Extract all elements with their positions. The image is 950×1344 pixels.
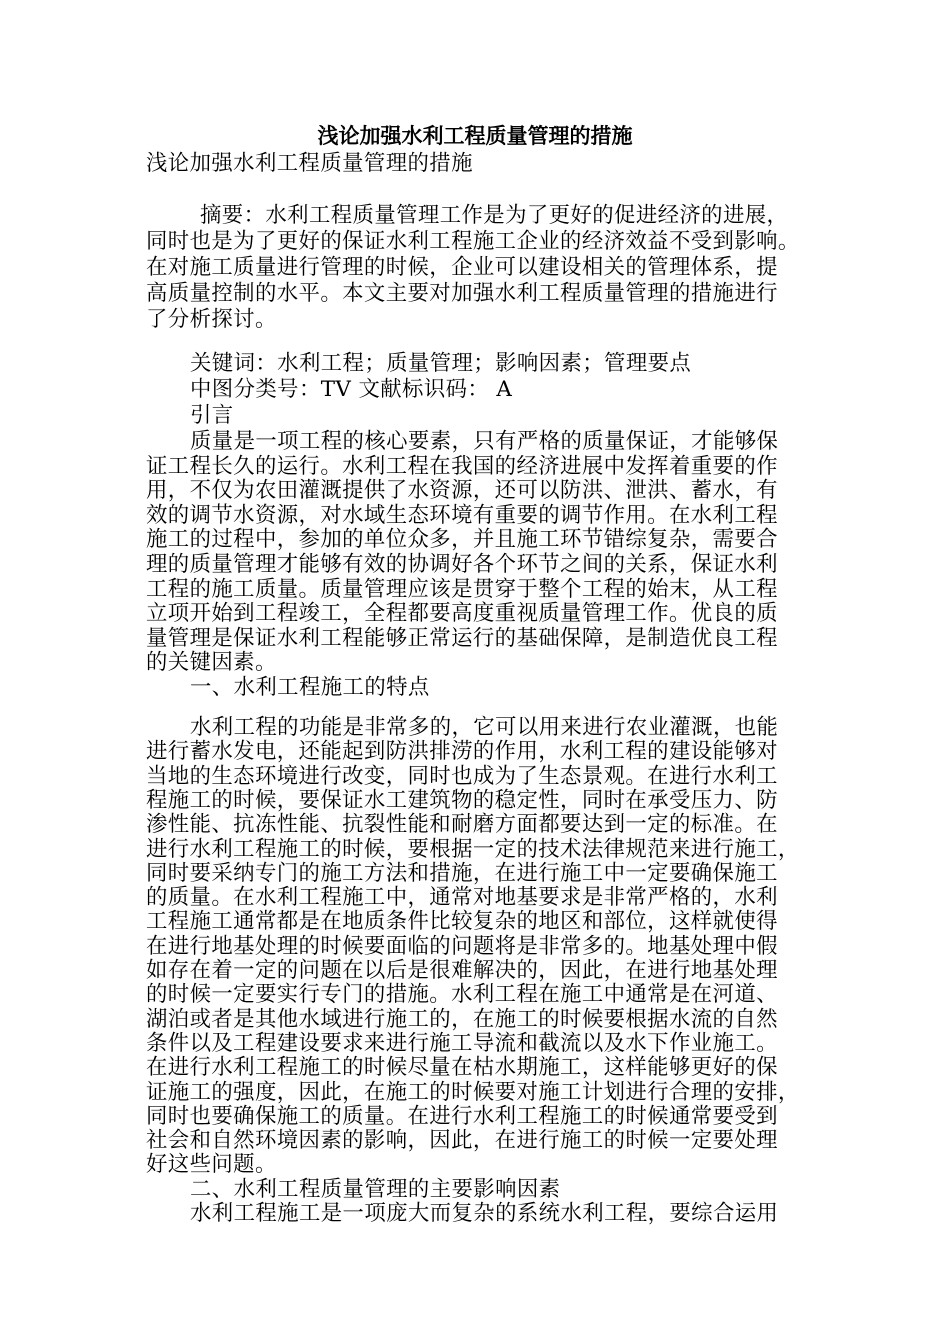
- classification: 中图分类号：TV 文献标识码： A: [190, 377, 513, 402]
- document-subtitle: 浅论加强水利工程质量管理的措施: [146, 151, 473, 176]
- section1-heading: 一、水利工程施工的特点: [190, 675, 430, 700]
- paragraph-line: 效的调节水资源，对水域生态环境有重要的调节作用。在水利工程: [146, 503, 778, 528]
- abstract-line: 了分析探讨。: [146, 307, 277, 332]
- paragraph-line: 社会和自然环境因素的影响，因此，在进行施工的时候一定要处理: [146, 1128, 778, 1153]
- abstract-line: 在对施工质量进行管理的时候，企业可以建设相关的管理体系，提: [146, 255, 778, 280]
- paragraph-line: 程施工的时候，要保证水工建筑物的稳定性，同时在承受压力、防: [146, 788, 778, 813]
- paragraph-line: 量管理是保证水利工程能够正常运行的基础保障，是制造优良工程: [146, 626, 778, 651]
- paragraph-line: 证工程长久的运行。水利工程在我国的经济进展中发挥着重要的作: [146, 454, 778, 479]
- paragraph-line: 在进行地基处理的时候要面临的问题将是非常多的。地基处理中假: [146, 934, 778, 959]
- paragraph-line: 水利工程的功能是非常多的，它可以用来进行农业灌溉，也能: [190, 715, 779, 740]
- paragraph-line: 施工的过程中，参加的单位众多，并且施工环节错综复杂，需要合: [146, 527, 778, 552]
- paragraph-line: 工程施工通常都是在地质条件比较复杂的地区和部位，这样就使得: [146, 909, 778, 934]
- paragraph-line: 用，不仅为农田灌溉提供了水资源，还可以防洪、泄洪、蓄水，有: [146, 478, 778, 503]
- abstract-line: 高质量控制的水平。本文主要对加强水利工程质量管理的措施进行: [146, 281, 778, 306]
- intro-heading: 引言: [190, 403, 234, 428]
- paragraph-line: 工程的施工质量。质量管理应该是贯穿于整个工程的始末，从工程: [146, 577, 778, 602]
- paragraph-line: 水利工程施工是一项庞大而复杂的系统水利工程，要综合运用: [190, 1201, 779, 1226]
- paragraph-line: 理的质量管理才能够有效的协调好各个环节之间的关系，保证水利: [146, 552, 778, 577]
- paragraph-line: 湖泊或者是其他水域进行施工的，在施工的时候要根据水流的自然: [146, 1007, 778, 1032]
- keywords: 关键词：水利工程；质量管理；影响因素；管理要点: [190, 351, 692, 376]
- paragraph-line: 的质量。在水利工程施工中，通常对地基要求是非常严格的，水利: [146, 885, 778, 910]
- abstract-line: 同时也是为了更好的保证水利工程施工企业的经济效益不受到影响。: [146, 229, 800, 254]
- paragraph-line: 同时要采纳专门的施工方法和措施，在进行施工中一定要确保施工: [146, 861, 778, 886]
- paragraph-line: 当地的生态环境进行改变，同时也成为了生态景观。在进行水利工: [146, 764, 778, 789]
- paragraph-line: 如存在着一定的问题在以后是很难解决的，因此，在进行地基处理: [146, 958, 778, 983]
- paragraph-line: 进行蓄水发电，还能起到防洪排涝的作用，水利工程的建设能够对: [146, 739, 778, 764]
- paragraph-line: 渗性能、抗冻性能、抗裂性能和耐磨方面都要达到一定的标准。在: [146, 812, 778, 837]
- paragraph-line: 证施工的强度，因此，在施工的时候要对施工计划进行合理的安排，: [146, 1080, 800, 1105]
- section2-heading: 二、水利工程质量管理的主要影响因素: [190, 1177, 561, 1202]
- paragraph-line: 条件以及工程建设要求来进行施工导流和截流以及水下作业施工。: [146, 1031, 778, 1056]
- document-title: 浅论加强水利工程质量管理的措施: [317, 123, 633, 148]
- paragraph-line: 同时也要确保施工的质量。在进行水利工程施工的时候通常要受到: [146, 1104, 778, 1129]
- paragraph-line: 在进行水利工程施工的时候尽量在枯水期施工，这样能够更好的保: [146, 1055, 778, 1080]
- paragraph-line: 好这些问题。: [146, 1152, 277, 1177]
- abstract-line: 摘要：水利工程质量管理工作是为了更好的促进经济的进展，: [200, 203, 789, 228]
- paragraph-line: 进行水利工程施工的时候，要根据一定的技术法律规范来进行施工，: [146, 837, 800, 862]
- paragraph-line: 立项开始到工程竣工，全程都要高度重视质量管理工作。优良的质: [146, 601, 778, 626]
- paragraph-line: 的时候一定要实行专门的措施。水利工程在施工中通常是在河道、: [146, 982, 778, 1007]
- paragraph-line: 质量是一项工程的核心要素，只有严格的质量保证，才能够保: [190, 429, 779, 454]
- paragraph-line: 的关键因素。: [146, 650, 277, 675]
